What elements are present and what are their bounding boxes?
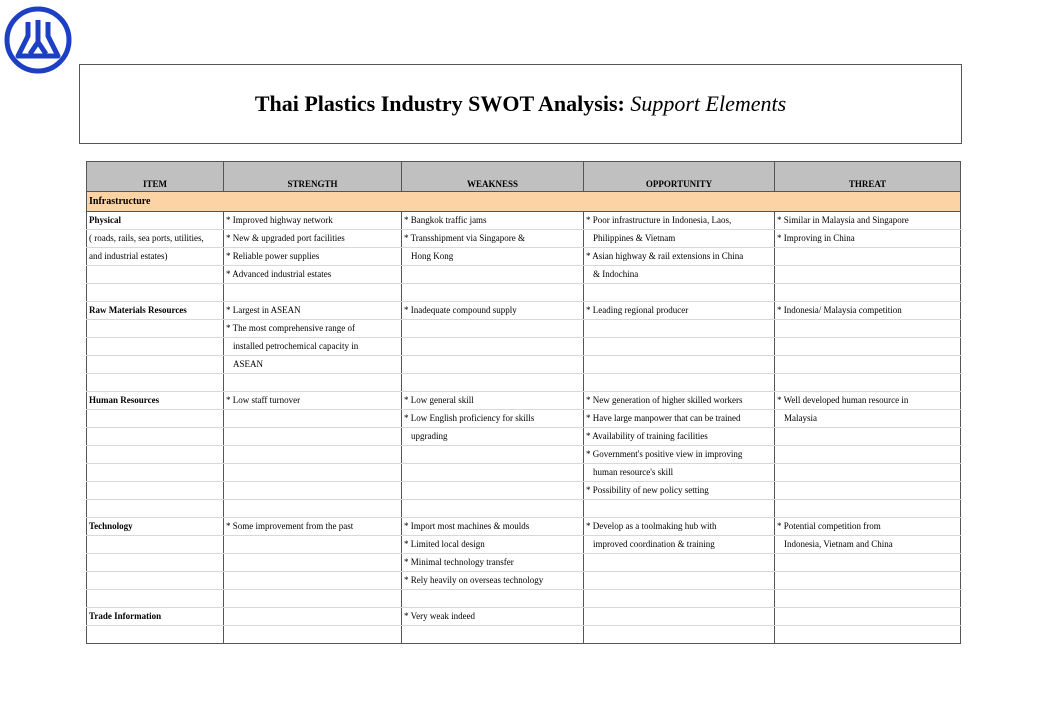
threat-cell: * Improving in China [775,230,961,248]
threat-cell [775,590,961,608]
weakness-cell [402,320,584,338]
strength-cell [224,590,402,608]
opportunity-cell: * Availability of training facilities [584,428,775,446]
item-cell: Raw Materials Resources [87,302,224,320]
weakness-cell: upgrading [402,428,584,446]
header-weakness: WEAKNESS [402,162,584,192]
strength-cell [224,464,402,482]
strength-cell: * Largest in ASEAN [224,302,402,320]
table-row [87,338,961,356]
table-row [87,626,961,644]
opportunity-cell: * Poor infrastructure in Indonesia, Laos, [584,212,775,230]
strength-cell: installed petrochemical capacity in [224,338,402,356]
opportunity-cell: * Develop as a toolmaking hub with [584,518,775,536]
weakness-cell: * Transshipment via Singapore & [402,230,584,248]
strength-cell [224,572,402,590]
strength-cell: * Low staff turnover [224,392,402,410]
table-row [87,356,961,374]
weakness-cell: * Inadequate compound supply [402,302,584,320]
page-title [255,91,786,117]
item-cell [87,338,224,356]
title-subtitle: Support Elements [630,91,787,116]
item-cell: Human Resources [87,392,224,410]
threat-cell [775,284,961,302]
table-row [87,392,961,410]
threat-cell [775,320,961,338]
threat-cell [775,356,961,374]
strength-cell [224,374,402,392]
table-row [87,464,961,482]
title-box [79,64,962,144]
item-cell [87,554,224,572]
opportunity-cell: * Asian highway & rail extensions in China [584,248,775,266]
strength-cell [224,446,402,464]
item-cell [87,464,224,482]
header-row [87,162,961,192]
item-cell [87,446,224,464]
table-row [87,446,961,464]
section-title: Infrastructure [87,192,961,212]
section-row [87,192,961,212]
weakness-cell: * Low English proficiency for skills [402,410,584,428]
strength-cell: * Advanced industrial estates [224,266,402,284]
header-opportunity: OPPORTUNITY [584,162,775,192]
opportunity-cell [584,500,775,518]
threat-cell [775,572,961,590]
threat-cell [775,374,961,392]
threat-cell [775,554,961,572]
threat-cell [775,428,961,446]
item-cell: and industrial estates) [87,248,224,266]
item-cell [87,500,224,518]
weakness-cell [402,500,584,518]
strength-cell: * New & upgraded port facilities [224,230,402,248]
strength-cell: * Reliable power supplies [224,248,402,266]
opportunity-cell [584,572,775,590]
item-cell [87,590,224,608]
table-row [87,410,961,428]
weakness-cell [402,464,584,482]
header-threat: THREAT [775,162,961,192]
table-row [87,482,961,500]
header-item: ITEM [87,162,224,192]
table-row [87,572,961,590]
item-cell [87,266,224,284]
threat-cell [775,608,961,626]
weakness-cell: * Rely heavily on overseas technology [402,572,584,590]
threat-cell: Malaysia [775,410,961,428]
strength-cell [224,500,402,518]
threat-cell [775,266,961,284]
weakness-cell [402,338,584,356]
table-row [87,212,961,230]
strength-cell: * Improved highway network [224,212,402,230]
threat-cell: * Indonesia/ Malaysia competition [775,302,961,320]
threat-cell [775,338,961,356]
strength-cell [224,482,402,500]
opportunity-cell: Philippines & Vietnam [584,230,775,248]
table-row [87,284,961,302]
table-row [87,266,961,284]
opportunity-cell [584,356,775,374]
opportunity-cell: * Leading regional producer [584,302,775,320]
header-strength: STRENGTH [224,162,402,192]
table-row [87,590,961,608]
strength-cell [224,428,402,446]
opportunity-cell [584,374,775,392]
table-row [87,608,961,626]
threat-cell [775,482,961,500]
opportunity-cell: * Have large manpower that can be trained [584,410,775,428]
item-cell [87,626,224,644]
opportunity-cell [584,320,775,338]
item-cell [87,536,224,554]
weakness-cell [402,482,584,500]
company-logo-icon [4,6,72,74]
opportunity-cell [584,590,775,608]
threat-cell [775,464,961,482]
table-row [87,320,961,338]
title-main: Thai Plastics Industry SWOT Analysis: [254,91,625,116]
strength-cell [224,626,402,644]
weakness-cell [402,266,584,284]
table-row [87,428,961,446]
threat-cell [775,626,961,644]
strength-cell: * The most comprehensive range of [224,320,402,338]
weakness-cell: Hong Kong [402,248,584,266]
item-cell [87,374,224,392]
strength-cell [224,410,402,428]
table-row [87,374,961,392]
threat-cell: * Well developed human resource in [775,392,961,410]
strength-cell [224,536,402,554]
strength-cell: ASEAN [224,356,402,374]
weakness-cell: * Import most machines & moulds [402,518,584,536]
weakness-cell: * Limited local design [402,536,584,554]
table-row [87,302,961,320]
weakness-cell [402,590,584,608]
item-cell [87,284,224,302]
table-row [87,230,961,248]
threat-cell: Indonesia, Vietnam and China [775,536,961,554]
threat-cell [775,500,961,518]
opportunity-cell: & Indochina [584,266,775,284]
strength-cell [224,554,402,572]
item-cell [87,482,224,500]
weakness-cell [402,374,584,392]
item-cell: Trade Information [87,608,224,626]
weakness-cell [402,284,584,302]
weakness-cell [402,626,584,644]
opportunity-cell: * New generation of higher skilled workers [584,392,775,410]
threat-cell [775,248,961,266]
weakness-cell [402,356,584,374]
opportunity-cell [584,284,775,302]
table-row [87,500,961,518]
item-cell: Physical [87,212,224,230]
table-row [87,554,961,572]
weakness-cell [402,446,584,464]
threat-cell: * Potential competition from [775,518,961,536]
weakness-cell: * Minimal technology transfer [402,554,584,572]
table-row [87,536,961,554]
table-row [87,248,961,266]
opportunity-cell: * Possibility of new policy setting [584,482,775,500]
weakness-cell: * Low general skill [402,392,584,410]
table-row [87,518,961,536]
strength-cell: * Some improvement from the past [224,518,402,536]
opportunity-cell [584,338,775,356]
opportunity-cell: improved coordination & training [584,536,775,554]
item-cell: ( roads, rails, sea ports, utilities, [87,230,224,248]
opportunity-cell [584,626,775,644]
opportunity-cell [584,554,775,572]
opportunity-cell: * Government's positive view in improving [584,446,775,464]
item-cell [87,356,224,374]
item-cell [87,320,224,338]
swot-table [86,161,961,644]
weakness-cell: * Bangkok traffic jams [402,212,584,230]
item-cell: Technology [87,518,224,536]
item-cell [87,572,224,590]
opportunity-cell [584,608,775,626]
strength-cell [224,608,402,626]
threat-cell [775,446,961,464]
weakness-cell: * Very weak indeed [402,608,584,626]
item-cell [87,428,224,446]
strength-cell [224,284,402,302]
threat-cell: * Similar in Malaysia and Singapore [775,212,961,230]
item-cell [87,410,224,428]
opportunity-cell: human resource's skill [584,464,775,482]
